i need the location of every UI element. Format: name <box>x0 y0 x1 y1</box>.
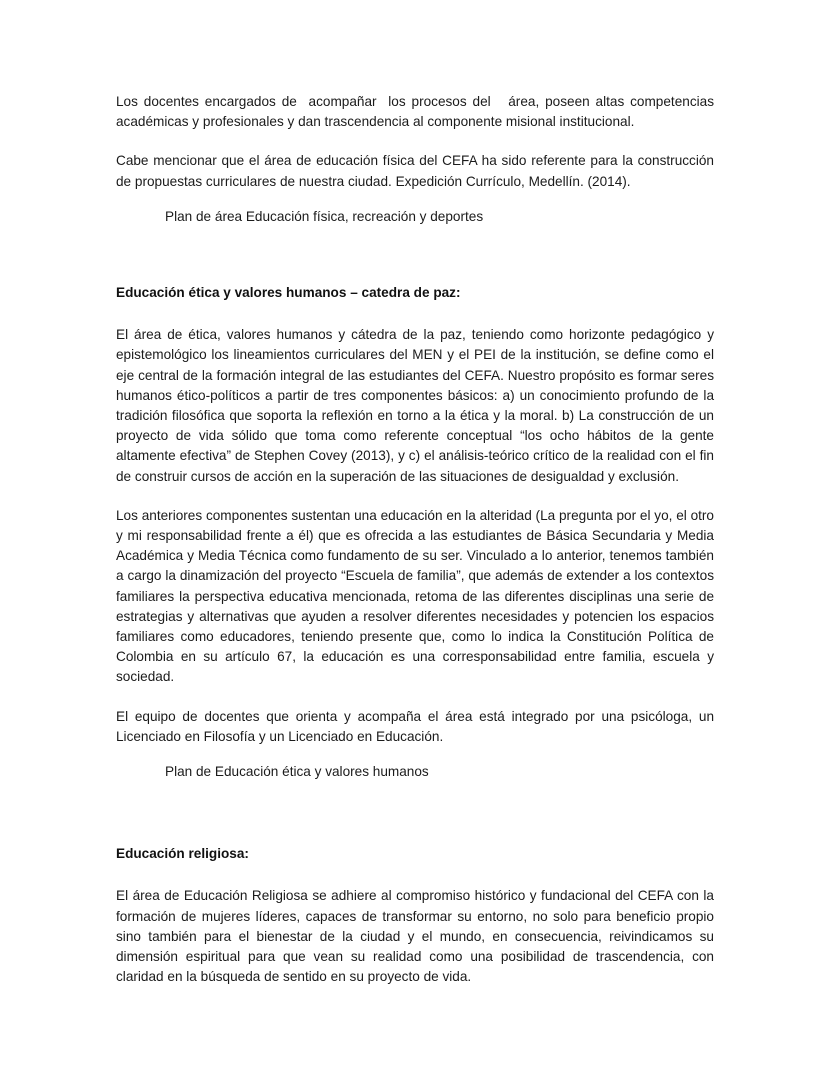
paragraph-religiosa-1: El área de Educación Religiosa se adhiere al compromiso histórico y fundacional del CEFA con la formación de mujeres líderes, capaces de transformar su entorno, no solo para beneficio propio sino también para el bienestar de la ciudad y el mundo, en consecuencia, reivindicamos su dimensión espiritual para que vean su realidad como una posibilidad de trascendencia, con claridad en la búsqueda de sentido en su proyecto de vida. <box>116 888 718 985</box>
paragraph-etica-2: Los anteriores componentes sustentan una educación en la alteridad (La pregunta por el yo, el otro y mi responsabilidad frente a él) que es ofrecida a las estudiantes de Básica Secundaria y Media Académica y Media Técnica como fundamento de su ser. Vinculado a lo anterior, tenemos también a cargo la dinamización del proyecto “Escuela de familia”, que además de extender a los contextos familiares la perspectiva educativa mencionada, retoma de las diferentes disciplinas una serie de estrategias y alternativas que ayuden a resolver diferentes necesidades y potencien los espacios familiares como educadores, teniendo presente que, como lo indica la Constitución Política de Colombia en su artículo 67, la educación es una corresponsabilidad entre familia, escuela y sociedad. <box>116 507 718 685</box>
paragraph-spacer <box>116 747 714 762</box>
section-spacer <box>116 227 714 283</box>
plan-area-educacion-fisica-line: Plan de área Educación física, recreación y deportes <box>165 208 484 224</box>
paragraph-spacer <box>116 192 714 207</box>
paragraph-cabe-mencionar: Cabe mencionar que el área de educación física del CEFA ha sido referente para la construcción de propuestas curriculares de nuestra ciudad. Expedición Currículo, Medellín. (2014). <box>116 153 718 189</box>
heading-educacion-etica: Educación ética y valores humanos – catedra de paz: <box>116 285 461 301</box>
heading-spacer <box>116 303 714 325</box>
paragraph-docentes: Los docentes encargados de acompañar los procesos del área, poseen altas competencias académicas y profesionales y dan trascendencia al componente misional institucional. <box>116 94 718 130</box>
paragraph-etica-3: El equipo de docentes que orienta y acompaña el área está integrado por una psicóloga, un Licenciado en Filosofía y un Licenciado en Educación. <box>116 708 718 744</box>
paragraph-spacer <box>116 487 714 506</box>
paragraph-spacer <box>116 688 714 707</box>
plan-educacion-etica-line: Plan de Educación ética y valores humanos <box>165 764 429 780</box>
heading-spacer <box>116 864 714 886</box>
section-spacer <box>116 782 714 844</box>
heading-educacion-religiosa: Educación religiosa: <box>116 846 249 862</box>
paragraph-etica-1: El área de ética, valores humanos y cátedra de la paz, teniendo como horizonte pedagógico y epistemológico los lineamientos curriculares del MEN y el PEI de la institución, se define como el eje central de la formación integral de las estudiantes del CEFA. Nuestro propósito es formar seres humanos ético-políticos a partir de tres componentes básicos: a) un conocimiento profundo de la tradición filosófica que soporta la reflexión en torno a la ética y la moral. b) La construcción de un proyecto de vida sólido que toma como referente conceptual “los ocho hábitos de la gente altamente efectiva” de Stephen Covey (2013), y c) el análisis-teórico crítico de la realidad con el fin de construir cursos de acción en la superación de las situaciones de desigualdad y exclusión. <box>116 327 718 484</box>
page-content <box>116 92 718 988</box>
paragraph-spacer <box>116 132 714 151</box>
